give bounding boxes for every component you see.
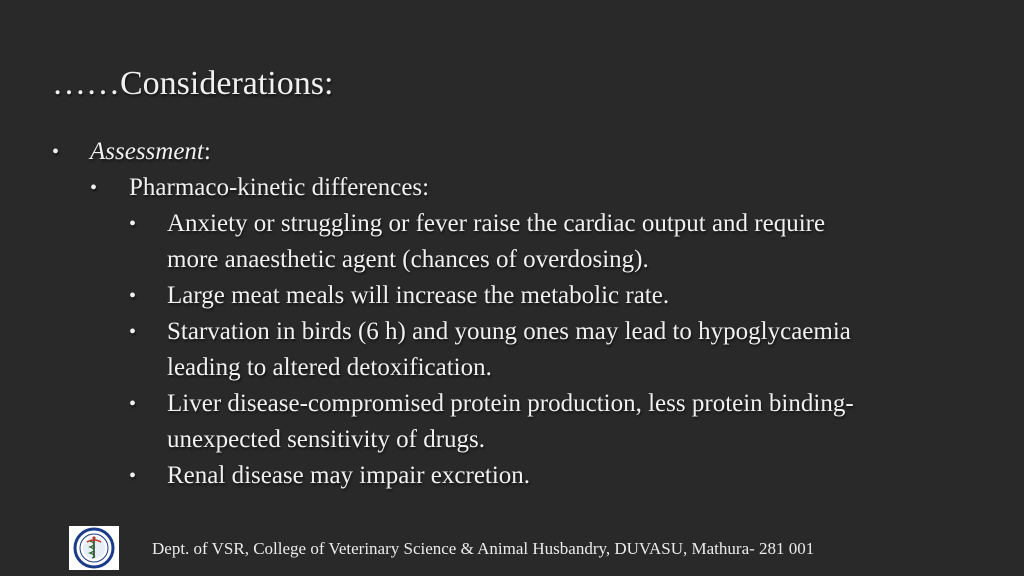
bullet-dot: • [129,213,137,235]
point-text: Starvation in birds (6 h) and young ones may lead to hypoglycaemia [167,318,851,345]
point-text: Large meat meals will increase the metabolic rate. [167,282,670,309]
emblem-graphic [69,526,119,570]
point-text-continued: leading to altered detoxification. [167,354,492,381]
footer-text: Dept. of VSR, College of Veterinary Science & Animal Husbandry, DUVASU, Mathura- 281 001 [152,539,815,558]
assessment-line [90,134,211,170]
university-emblem-icon [69,526,119,570]
pharmacokinetic-heading: Pharmaco-kinetic differences: [129,174,430,201]
point-text: Renal disease may impair excretion. [167,462,531,489]
point-text: Liver disease-compromised protein production, less protein binding- [167,390,854,417]
bullet-dot: • [129,465,137,487]
assessment-label: Assessment [90,138,204,165]
bullet-dot: • [52,141,60,163]
assessment-suffix: : [203,138,211,165]
bullet-dot: • [90,177,98,199]
point-text-continued: unexpected sensitivity of drugs. [167,426,485,453]
bullet-dot: • [129,285,137,307]
bullet-dot: • [129,321,137,343]
point-text-continued: more anaesthetic agent (chances of overdosing). [167,246,649,273]
bullet-dot: • [129,393,137,415]
slide-title: ……Considerations: [52,65,334,102]
point-text: Anxiety or struggling or fever raise the cardiac output and require [167,210,826,237]
